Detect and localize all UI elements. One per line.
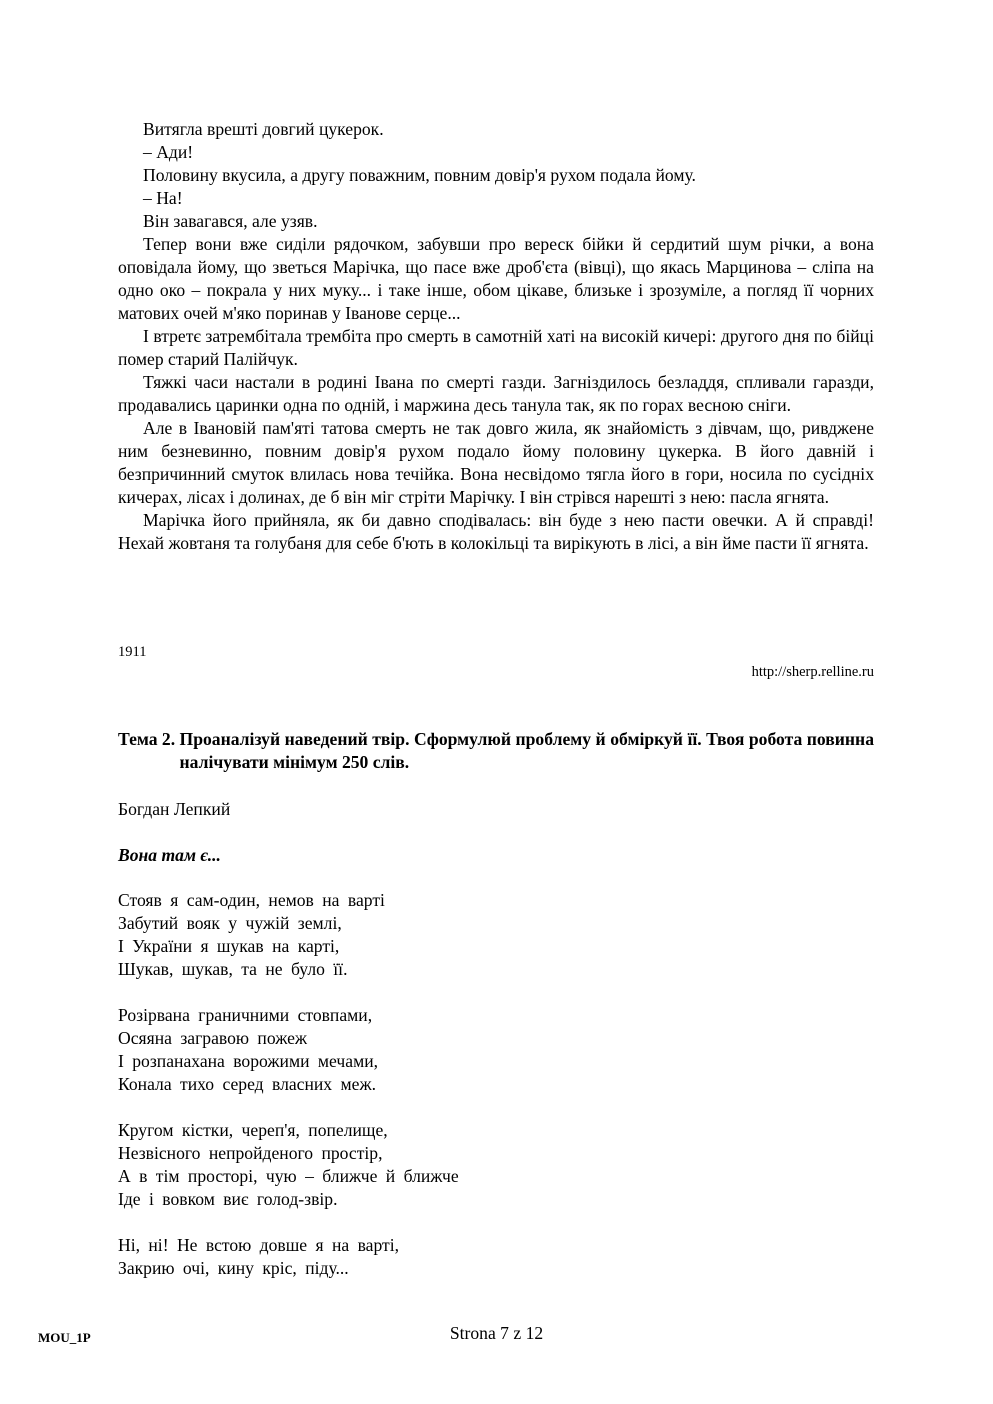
page-number: Strona 7 z 12 xyxy=(449,1323,544,1343)
task-heading xyxy=(118,728,874,774)
poem-line: Стояв я сам-один, немов на варті xyxy=(118,890,385,910)
task-text: Проаналізуй наведений твір. Сформулюй проблему й обміркуй її. Твоя робота повинна налічувати мінімум 250 слів. xyxy=(179,729,874,772)
story-paragraph: Але в Івановій пам'яті татова смерть не так довго жила, як знайомість з дівчам, що, ривджене ним безневинно, повним довір'я рухом подало йому половину цукерка. В його давній і безпричинний смуток влилась нова течійка. Вона несвідомо тягла його в гори, носила по сусідніх кичерах, лісах і долинах, де б він міг стріти Марічку. І він стрівся нарешті з нею: пасла ягнята. xyxy=(118,418,874,507)
poem-stanza xyxy=(118,1119,459,1211)
poem-line: Ні, ні! Не встою довше я на варті, xyxy=(118,1235,400,1255)
poem-line: А в тім просторі, чую – ближче й ближче xyxy=(118,1166,459,1186)
source-url: http://sherp.relline.ru xyxy=(751,664,874,680)
poem-author: Богдан Лепкий xyxy=(118,799,231,819)
task-number: Тема 2. xyxy=(118,729,180,749)
poem-line: Незвісного непройденого простір, xyxy=(118,1143,383,1163)
poem-line: Осяяна загравою пожеж xyxy=(118,1028,308,1048)
poem-stanza xyxy=(118,1234,459,1280)
story-paragraph: – На! xyxy=(143,188,183,208)
story-paragraph: Тепер вони вже сиділи рядочком, забувши про вереск бійки й сердитий шум річки, а вона оповідала йому, що зветься Марічка, що пасе вже дроб'єта (вівці), що якась Марцинова – сліпа на одно око – покрала у них муку... і таке інше, обом цікаве, близьке і зрозуміле, а погляд її чорних матових очей м'яко поринав у Іванове серце... xyxy=(118,234,874,323)
poem-body xyxy=(118,889,459,1303)
story-paragraph: – Ади! xyxy=(143,142,194,162)
story-paragraph: Половину вкусила, а другу поважним, повним довір'я рухом подала йому. xyxy=(143,165,696,185)
story-paragraph: І втретє затрембітала трембіта про смерть в самотній хаті на високій кичері: другого дня по бійці помер старий Палійчук. xyxy=(118,326,874,369)
poem-line: Забутий вояк у чужій землі, xyxy=(118,913,342,933)
poem-line: І України я шукав на карті, xyxy=(118,936,340,956)
story-paragraph: Витягла врешті довгий цукерок. xyxy=(143,119,384,139)
poem-line: Розірвана граничними стовпами, xyxy=(118,1005,373,1025)
poem-line: Закрию очі, кину кріс, піду... xyxy=(118,1258,349,1278)
poem-line: Кругом кістки, череп'я, попелище, xyxy=(118,1120,388,1140)
story-year: 1911 xyxy=(118,644,147,660)
poem-line: Іде і вовком виє голод-звір. xyxy=(118,1189,338,1209)
poem-line: І розпанахана ворожими мечами, xyxy=(118,1051,379,1071)
poem-line: Шукав, шукав, та не було її. xyxy=(118,959,348,979)
poem-stanza xyxy=(118,889,459,981)
exam-code: MOU_1P xyxy=(38,1330,91,1345)
story-text xyxy=(118,118,874,555)
poem-stanza xyxy=(118,1004,459,1096)
story-paragraph: Марічка його прийняла, як би давно сподівалась: він буде з нею пасти овечки. А й справді! Нехай жовтаня та голубаня для себе б'ють в колокільці та вирікують в лісі, а він йме пасти її ягнята. xyxy=(118,510,874,553)
poem-line: Конала тихо серед власних меж. xyxy=(118,1074,376,1094)
story-paragraph: Тяжкі часи настали в родині Івана по смерті газди. Загніздилось безладдя, спливали гаразди, продавались царинки одна по одній, і маржина десь танула так, як по горах весною сніги. xyxy=(118,372,874,415)
poem-title: Вона там є... xyxy=(118,845,221,865)
story-paragraph: Він завагався, але узяв. xyxy=(143,211,318,231)
